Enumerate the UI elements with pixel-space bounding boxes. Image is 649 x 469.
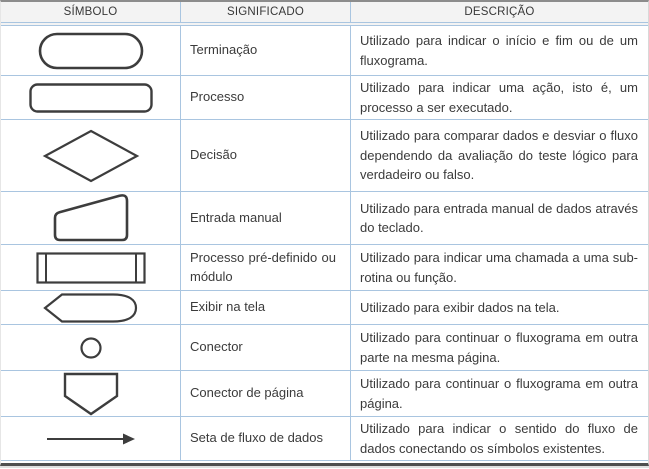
- header-simbolo-label: SÍMBOLO: [63, 6, 118, 18]
- header-descricao: [351, 2, 648, 22]
- significado-label: Exibir na tela: [190, 299, 266, 315]
- symbol-cell: [1, 417, 181, 460]
- table-body: [1, 26, 648, 461]
- significado-cell: [181, 325, 351, 370]
- significado-label: Entrada manual: [190, 209, 282, 225]
- decision-symbol-icon: [42, 128, 140, 184]
- table-row: [1, 325, 648, 371]
- significado-cell: [181, 245, 351, 290]
- significado-cell: [181, 192, 351, 244]
- significado-cell: [181, 26, 351, 75]
- descricao-text: Utilizado para exibir dados na tela.: [360, 299, 560, 315]
- symbol-cell: [1, 245, 181, 290]
- descricao-cell: [351, 417, 648, 460]
- arrow-symbol-icon: [45, 431, 137, 447]
- descricao-cell: [351, 192, 648, 244]
- symbol-cell: [1, 325, 181, 370]
- significado-label: Conector: [190, 339, 243, 355]
- significado-label: Decisão: [190, 147, 237, 163]
- table-row: [1, 192, 648, 245]
- symbol-cell: [1, 371, 181, 416]
- table-row: [1, 245, 648, 291]
- significado-label: Terminação: [190, 42, 258, 58]
- connector-symbol-icon: [79, 336, 103, 360]
- symbol-cell: [1, 291, 181, 324]
- descricao-cell: [351, 371, 648, 416]
- significado-cell: [181, 291, 351, 324]
- symbol-cell: [1, 120, 181, 191]
- significado-cell: [181, 76, 351, 119]
- table-row: [1, 120, 648, 192]
- descricao-text: Utilizado para indicar uma ação, isto é, um processo a ser executado.: [360, 80, 638, 115]
- symbol-cell: [1, 192, 181, 244]
- descricao-cell: [351, 325, 648, 370]
- significado-label: Processo pré-definido ou módulo: [190, 249, 336, 284]
- descricao-text: Utilizado para indicar o sentido do fluxo de dados conectando os símbolos existentes.: [360, 421, 638, 456]
- header-descricao-label: DESCRIÇÃO: [464, 6, 535, 18]
- page-connector-symbol-icon: [62, 371, 120, 416]
- descricao-cell: [351, 291, 648, 324]
- header-simbolo: [1, 2, 181, 22]
- significado-label: Processo: [190, 89, 245, 105]
- descricao-cell: [351, 120, 648, 191]
- descricao-text: Utilizado para entrada manual de dados através do teclado.: [360, 200, 638, 235]
- significado-label: Seta de fluxo de dados: [190, 430, 323, 446]
- bottom-edge-divider: [0, 466, 649, 468]
- significado-cell: [181, 371, 351, 416]
- table-row: [1, 26, 648, 76]
- descricao-cell: [351, 245, 648, 290]
- descricao-cell: [351, 76, 648, 119]
- significado-cell: [181, 417, 351, 460]
- table-row: [1, 371, 648, 417]
- descricao-text: Utilizado para comparar dados e desviar o fluxo dependendo da avaliação do teste lógico para verdadeiro ou falso.: [360, 128, 638, 183]
- table-header-row: [1, 2, 648, 26]
- table-row: [1, 291, 648, 325]
- display-symbol-icon: [42, 291, 140, 324]
- descricao-text: Utilizado para indicar uma chamada a uma sub-rotina ou função.: [360, 250, 638, 285]
- descricao-text: Utilizado para continuar o fluxograma em outra página.: [360, 376, 638, 411]
- terminator-symbol-icon: [37, 31, 145, 71]
- header-significado: [181, 2, 351, 22]
- significado-label: Conector de página: [190, 385, 304, 401]
- table-row: [1, 76, 648, 120]
- manual-input-symbol-icon: [51, 192, 131, 244]
- descricao-text: Utilizado para continuar o fluxograma em outra parte na mesma página.: [360, 330, 638, 365]
- descricao-cell: [351, 26, 648, 75]
- header-significado-label: SIGNIFICADO: [227, 6, 304, 18]
- descricao-text: Utilizado para indicar o início e fim ou de um fluxograma.: [360, 33, 638, 68]
- table-row: [1, 417, 648, 461]
- symbol-cell: [1, 76, 181, 119]
- process-symbol-icon: [28, 82, 154, 114]
- significado-cell: [181, 120, 351, 191]
- symbol-cell: [1, 26, 181, 75]
- predefined-process-symbol-icon: [35, 251, 147, 285]
